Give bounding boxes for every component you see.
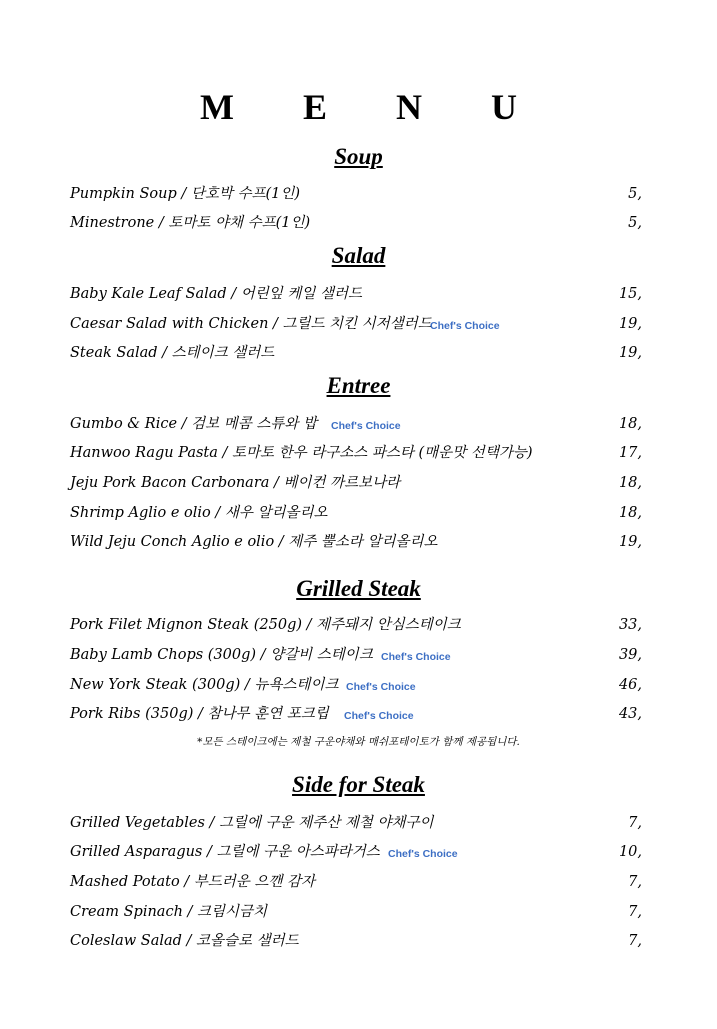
menu-item	[70, 872, 642, 892]
section-title-soup: Soup	[334, 144, 383, 169]
menu-item	[70, 842, 642, 862]
item-name: Jeju Pork Bacon Carbonara / 베이컨 까르보나라	[70, 475, 401, 491]
item-name: Mashed Potato / 부드러운 으깬 감자	[70, 874, 316, 890]
menu-item	[70, 503, 642, 523]
item-name: Pork Ribs (350g) / 참나무 훈연 포크립	[70, 706, 329, 722]
item-price: 7,	[628, 904, 642, 920]
menu-item	[70, 902, 642, 922]
item-price: 19,	[618, 534, 642, 550]
section-title-entree: Entree	[326, 373, 391, 398]
item-price: 18,	[618, 416, 642, 432]
chefs-choice-badge: Chef's Choice	[344, 710, 414, 722]
menu-item	[70, 645, 642, 665]
item-name: Grilled Asparagus / 그릴에 구운 아스파라거스	[70, 844, 380, 860]
item-price: 5,	[628, 186, 642, 202]
item-price: 17,	[618, 445, 642, 461]
item-name: Cream Spinach / 크림시금치	[70, 904, 268, 920]
menu-item	[70, 213, 642, 233]
menu-item	[70, 704, 642, 724]
menu-item	[70, 314, 642, 334]
item-price: 7,	[628, 933, 642, 949]
item-name: Wild Jeju Conch Aglio e olio / 제주 뿔소라 알리올리오	[70, 534, 438, 550]
item-price: 7,	[628, 874, 642, 890]
menu-item	[70, 813, 642, 833]
item-name: Baby Lamb Chops (300g) / 양갈비 스테이크	[70, 647, 373, 663]
item-name: Gumbo & Rice / 검보 메콤 스튜와 밥	[70, 416, 318, 432]
item-price: 5,	[628, 215, 642, 231]
item-name: Shrimp Aglio e olio / 새우 알리올리오	[70, 505, 328, 521]
item-name: Caesar Salad with Chicken / 그릴드 치킨 시저샐러드	[70, 316, 432, 332]
chefs-choice-badge: Chef's Choice	[430, 320, 500, 332]
item-name: Hanwoo Ragu Pasta / 토마토 한우 라구소스 파스타 (매운맛 선택가능)	[70, 445, 533, 461]
menu-item	[70, 184, 642, 204]
item-price: 39,	[618, 647, 642, 663]
chefs-choice-badge: Chef's Choice	[331, 420, 401, 432]
item-price: 18,	[618, 505, 642, 521]
menu-title: M E N U	[200, 87, 547, 127]
item-name: Grilled Vegetables / 그릴에 구운 제주산 제철 야채구이	[70, 815, 434, 831]
item-price: 7,	[628, 815, 642, 831]
menu-item	[70, 675, 642, 695]
item-name: Baby Kale Leaf Salad / 어린잎 케일 샐러드	[70, 286, 363, 302]
item-price: 18,	[618, 475, 642, 491]
item-name: Pork Filet Mignon Steak (250g) / 제주돼지 안심스테이크	[70, 617, 461, 633]
menu-item	[70, 443, 642, 463]
item-price: 33,	[618, 617, 642, 633]
item-price: 19,	[618, 316, 642, 332]
item-name: New York Steak (300g) / 뉴욕스테이크	[70, 677, 339, 693]
item-name: Steak Salad / 스테이크 샐러드	[70, 345, 275, 361]
section-title-grilled-steak: Grilled Steak	[296, 576, 421, 601]
chefs-choice-badge: Chef's Choice	[388, 848, 458, 860]
chefs-choice-badge: Chef's Choice	[381, 651, 451, 663]
steak-note: *모든 스테이크에는 제철 구운야채와 매쉬포테이토가 함께 제공됩니다.	[197, 736, 520, 748]
item-price: 46,	[618, 677, 642, 693]
chefs-choice-badge: Chef's Choice	[346, 681, 416, 693]
menu-item	[70, 532, 642, 552]
section-title-side-for-steak: Side for Steak	[292, 772, 425, 797]
item-name: Coleslaw Salad / 코올슬로 샐러드	[70, 933, 299, 949]
menu-item	[70, 615, 642, 635]
section-title-salad: Salad	[331, 243, 386, 268]
menu-item	[70, 343, 642, 363]
item-price: 15,	[618, 286, 642, 302]
item-price: 19,	[618, 345, 642, 361]
menu-item	[70, 473, 642, 493]
item-price: 43,	[618, 706, 642, 722]
item-name: Minestrone / 토마토 야채 수프(1인)	[70, 215, 311, 231]
menu-item	[70, 414, 642, 434]
item-price: 10,	[618, 844, 642, 860]
menu-item	[70, 284, 642, 304]
item-name: Pumpkin Soup / 단호박 수프(1인)	[70, 186, 301, 202]
menu-item	[70, 931, 642, 951]
